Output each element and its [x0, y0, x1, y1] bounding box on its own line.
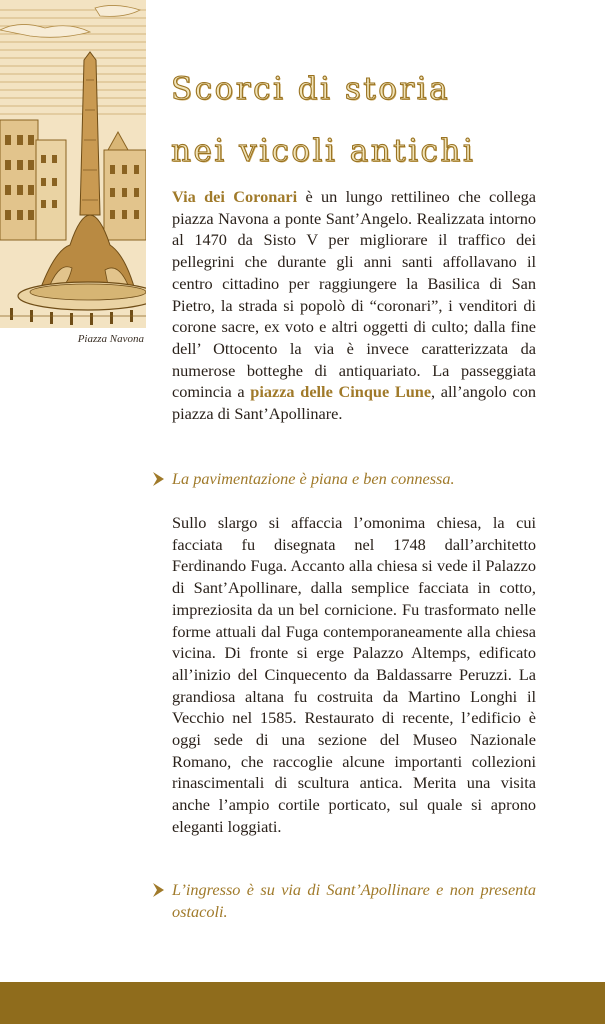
accessibility-note-entrance: L’ingresso è su via di Sant’Apollinare e non presenta ostacoli.: [172, 880, 536, 921]
chevron-right-icon: [152, 882, 166, 898]
paragraph-via-dei-coronari: [172, 186, 536, 425]
title-line-1: Scorci di storia: [171, 71, 451, 107]
highlight-via-dei-coronari: Via dei Coronari: [172, 187, 298, 206]
chevron-right-icon: [152, 471, 166, 487]
page-title: [171, 58, 475, 182]
paragraph1-text-a: è un lungo rettilineo che collega piazza Navona a ponte Sant’Angelo. Realizzata intorno al 1470 da Sisto V per migliorare il traffico dei pellegrini che durante gli anni santi affollavano il centro cittadino per raggiungere la Basilica di San Pietro, la strada si popolò di “coronari”, i venditori di corone sacre, ex voto e altri oggetti di culto; dalla fine dell’ Ottocento la via è invece caratterizzata da numerose botteghe di antiquariato. La passeggiata comincia a: [172, 187, 537, 402]
highlight-piazza-cinque-lune: piazza delle Cinque Lune: [250, 382, 432, 402]
footer-bar: [0, 982, 605, 1024]
paragraph1-text-b: , all’angolo con piazza di Sant’Apollinare.: [172, 382, 536, 424]
accessibility-note-pavement: La pavimentazione è piana e ben connessa.: [172, 469, 455, 488]
title-line-2: nei vicoli antichi: [171, 133, 476, 169]
illustration-caption: Piazza Navona: [77, 333, 144, 345]
engraving-drawing: [0, 0, 146, 328]
piazza-navona-illustration: [0, 0, 146, 328]
paragraph-sant-apollinare: Sullo slargo si affaccia l’omonima chiesa, la cui facciata fu disegnata nel 1748 dall’architetto Ferdinando Fuga. Accanto alla chiesa si vede il Palazzo di Sant’Apollinare, dalla semplice facciata in cotto, impreziosita da un bel cornicione. Fu trasformato nelle forme attuali dal Fuga contemporaneamente alla chiesa vicina. Di fronte si erge Palazzo Altemps, edificato all’inizio del Cinquecento da Baldassarre Peruzzi. La grandiosa altana fu costruita da Martino Longhi il Vecchio nel 1585. Restaurato di recente, l’edificio è oggi sede di una sezione del Museo Nazionale Romano, che raccoglie alcune importanti collezioni rinascimentali di scultura antica. Merita una visita anche l’ampio cortile porticato, sul quale si aprono eleganti loggiati.: [172, 513, 536, 836]
